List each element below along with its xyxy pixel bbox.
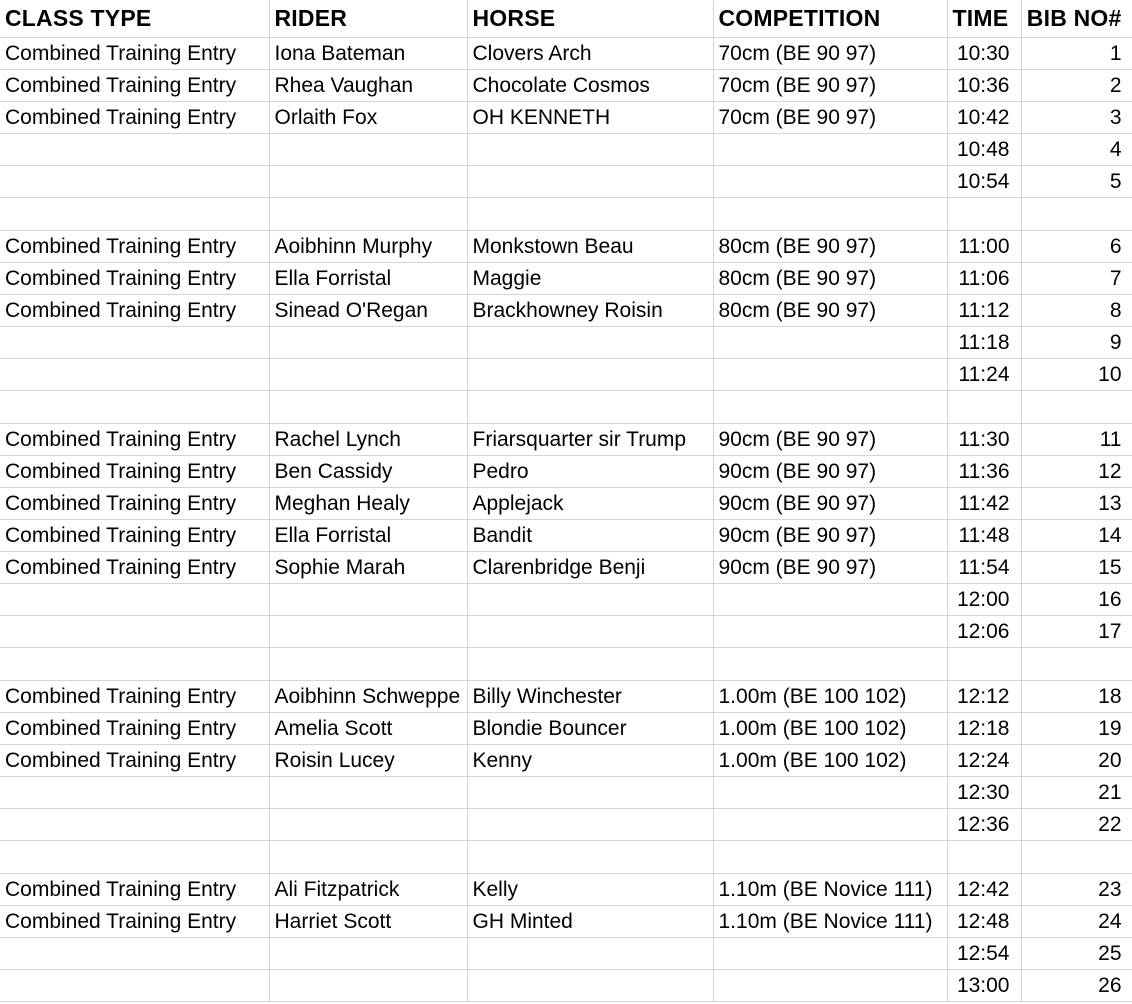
cell-horse[interactable]: Applejack	[467, 488, 713, 520]
table-row	[0, 391, 1132, 424]
cell-class-type[interactable]: Combined Training Entry	[0, 488, 269, 520]
header-competition[interactable]: COMPETITION	[713, 0, 947, 38]
table-row	[0, 809, 1132, 841]
cell-rider[interactable]	[269, 359, 467, 391]
cell-rider[interactable]: Aoibhinn Schweppe	[269, 681, 467, 713]
cell-competition[interactable]: 90cm (BE 90 97)	[713, 456, 947, 488]
cell-horse[interactable]	[467, 841, 713, 874]
cell-bib-number[interactable]: 7	[1021, 263, 1132, 295]
table-row	[0, 938, 1132, 970]
cell-rider[interactable]: Roisin Lucey	[269, 745, 467, 777]
cell-bib-number[interactable]: 10	[1021, 359, 1132, 391]
cell-bib-number[interactable]: 4	[1021, 134, 1132, 166]
cell-time[interactable]: 11:24	[947, 359, 1021, 391]
cell-horse[interactable]	[467, 616, 713, 648]
cell-rider[interactable]: Meghan Healy	[269, 488, 467, 520]
cell-bib-number[interactable]: 13	[1021, 488, 1132, 520]
cell-horse[interactable]	[467, 809, 713, 841]
header-class-type[interactable]: CLASS TYPE	[0, 0, 269, 38]
table-row	[0, 488, 1132, 520]
cell-time[interactable]: 12:42	[947, 874, 1021, 906]
cell-horse[interactable]: Clarenbridge Benji	[467, 552, 713, 584]
cell-bib-number[interactable]: 8	[1021, 295, 1132, 327]
cell-bib-number[interactable]: 17	[1021, 616, 1132, 648]
cell-class-type[interactable]	[0, 970, 269, 1002]
cell-time[interactable]: 11:48	[947, 520, 1021, 552]
cell-rider[interactable]: Sinead O'Regan	[269, 295, 467, 327]
cell-competition[interactable]: 1.00m (BE 100 102)	[713, 713, 947, 745]
cell-rider[interactable]: Ella Forristal	[269, 520, 467, 552]
cell-class-type[interactable]: Combined Training Entry	[0, 520, 269, 552]
cell-class-type[interactable]	[0, 648, 269, 681]
cell-bib-number[interactable]: 21	[1021, 777, 1132, 809]
cell-rider[interactable]: Orlaith Fox	[269, 102, 467, 134]
cell-time[interactable]: 12:18	[947, 713, 1021, 745]
cell-competition[interactable]	[713, 198, 947, 231]
cell-competition[interactable]: 1.10m (BE Novice 111)	[713, 874, 947, 906]
cell-competition[interactable]: 70cm (BE 90 97)	[713, 70, 947, 102]
table-row	[0, 424, 1132, 456]
cell-rider[interactable]: Rhea Vaughan	[269, 70, 467, 102]
cell-competition[interactable]: 80cm (BE 90 97)	[713, 295, 947, 327]
cell-horse[interactable]: Monkstown Beau	[467, 231, 713, 263]
cell-rider[interactable]: Sophie Marah	[269, 552, 467, 584]
cell-class-type[interactable]: Combined Training Entry	[0, 552, 269, 584]
table-row	[0, 841, 1132, 874]
table-row	[0, 616, 1132, 648]
cell-bib-number[interactable]: 14	[1021, 520, 1132, 552]
cell-rider[interactable]: Harriet Scott	[269, 906, 467, 938]
table-row	[0, 38, 1132, 70]
header-rider[interactable]: RIDER	[269, 0, 467, 38]
cell-class-type[interactable]: Combined Training Entry	[0, 745, 269, 777]
table-row	[0, 520, 1132, 552]
cell-time[interactable]: 12:12	[947, 681, 1021, 713]
cell-time[interactable]: 11:00	[947, 231, 1021, 263]
cell-competition[interactable]: 90cm (BE 90 97)	[713, 424, 947, 456]
cell-time[interactable]: 11:18	[947, 327, 1021, 359]
cell-horse[interactable]	[467, 970, 713, 1002]
cell-horse[interactable]: Bandit	[467, 520, 713, 552]
cell-rider[interactable]: Iona Bateman	[269, 38, 467, 70]
cell-rider[interactable]	[269, 841, 467, 874]
cell-time[interactable]: 11:30	[947, 424, 1021, 456]
cell-class-type[interactable]: Combined Training Entry	[0, 906, 269, 938]
cell-horse[interactable]	[467, 134, 713, 166]
cell-class-type[interactable]	[0, 777, 269, 809]
cell-time[interactable]: 10:42	[947, 102, 1021, 134]
table-row	[0, 874, 1132, 906]
table-row	[0, 295, 1132, 327]
cell-competition[interactable]	[713, 327, 947, 359]
table-row	[0, 681, 1132, 713]
cell-bib-number[interactable]: 3	[1021, 102, 1132, 134]
cell-time[interactable]	[947, 841, 1021, 874]
cell-class-type[interactable]: Combined Training Entry	[0, 424, 269, 456]
cell-rider[interactable]	[269, 391, 467, 424]
cell-rider[interactable]: Amelia Scott	[269, 713, 467, 745]
cell-rider[interactable]	[269, 777, 467, 809]
cell-class-type[interactable]: Combined Training Entry	[0, 681, 269, 713]
cell-time[interactable]: 12:36	[947, 809, 1021, 841]
cell-time[interactable]: 10:36	[947, 70, 1021, 102]
cell-bib-number[interactable]	[1021, 391, 1132, 424]
cell-class-type[interactable]	[0, 841, 269, 874]
cell-horse[interactable]: Kenny	[467, 745, 713, 777]
cell-time[interactable]: 12:00	[947, 584, 1021, 616]
cell-horse[interactable]: Chocolate Cosmos	[467, 70, 713, 102]
cell-time[interactable]: 12:30	[947, 777, 1021, 809]
header-row	[0, 0, 1132, 38]
cell-horse[interactable]	[467, 359, 713, 391]
cell-competition[interactable]: 80cm (BE 90 97)	[713, 263, 947, 295]
cell-class-type[interactable]: Combined Training Entry	[0, 295, 269, 327]
cell-bib-number[interactable]: 25	[1021, 938, 1132, 970]
cell-time[interactable]: 10:48	[947, 134, 1021, 166]
cell-class-type[interactable]: Combined Training Entry	[0, 713, 269, 745]
table-row	[0, 552, 1132, 584]
cell-time[interactable]	[947, 198, 1021, 231]
cell-rider[interactable]: Aoibhinn Murphy	[269, 231, 467, 263]
table-row	[0, 906, 1132, 938]
cell-time[interactable]: 10:54	[947, 166, 1021, 198]
table-row	[0, 359, 1132, 391]
cell-bib-number[interactable]: 16	[1021, 584, 1132, 616]
table-row	[0, 231, 1132, 263]
cell-bib-number[interactable]: 11	[1021, 424, 1132, 456]
table-body	[0, 38, 1132, 1002]
cell-bib-number[interactable]: 19	[1021, 713, 1132, 745]
cell-competition[interactable]	[713, 134, 947, 166]
cell-horse[interactable]: Friarsquarter sir Trump	[467, 424, 713, 456]
cell-horse[interactable]: Maggie	[467, 263, 713, 295]
cell-time[interactable]: 12:54	[947, 938, 1021, 970]
cell-competition[interactable]	[713, 616, 947, 648]
cell-bib-number[interactable]: 9	[1021, 327, 1132, 359]
cell-time[interactable]: 11:42	[947, 488, 1021, 520]
cell-horse[interactable]	[467, 584, 713, 616]
cell-time[interactable]: 11:54	[947, 552, 1021, 584]
cell-competition[interactable]	[713, 841, 947, 874]
cell-bib-number[interactable]	[1021, 648, 1132, 681]
cell-time[interactable]	[947, 648, 1021, 681]
cell-horse[interactable]	[467, 648, 713, 681]
cell-horse[interactable]: Blondie Bouncer	[467, 713, 713, 745]
table-row	[0, 70, 1132, 102]
cell-bib-number[interactable]: 2	[1021, 70, 1132, 102]
cell-class-type[interactable]: Combined Training Entry	[0, 38, 269, 70]
cell-competition[interactable]	[713, 359, 947, 391]
cell-horse[interactable]	[467, 327, 713, 359]
table-row	[0, 777, 1132, 809]
cell-class-type[interactable]	[0, 359, 269, 391]
cell-bib-number[interactable]: 20	[1021, 745, 1132, 777]
cell-rider[interactable]	[269, 134, 467, 166]
cell-competition[interactable]: 80cm (BE 90 97)	[713, 231, 947, 263]
cell-class-type[interactable]	[0, 809, 269, 841]
cell-time[interactable]: 11:12	[947, 295, 1021, 327]
cell-bib-number[interactable]: 5	[1021, 166, 1132, 198]
cell-class-type[interactable]: Combined Training Entry	[0, 874, 269, 906]
cell-horse[interactable]: Billy Winchester	[467, 681, 713, 713]
cell-competition[interactable]	[713, 809, 947, 841]
cell-competition[interactable]	[713, 391, 947, 424]
cell-class-type[interactable]	[0, 166, 269, 198]
cell-horse[interactable]	[467, 938, 713, 970]
table-row	[0, 648, 1132, 681]
cell-class-type[interactable]	[0, 198, 269, 231]
cell-time[interactable]: 11:36	[947, 456, 1021, 488]
cell-competition[interactable]	[713, 777, 947, 809]
cell-competition[interactable]: 90cm (BE 90 97)	[713, 520, 947, 552]
cell-class-type[interactable]: Combined Training Entry	[0, 102, 269, 134]
cell-time[interactable]: 10:30	[947, 38, 1021, 70]
cell-horse[interactable]: GH Minted	[467, 906, 713, 938]
cell-competition[interactable]: 90cm (BE 90 97)	[713, 552, 947, 584]
cell-rider[interactable]	[269, 166, 467, 198]
cell-competition[interactable]: 70cm (BE 90 97)	[713, 38, 947, 70]
cell-bib-number[interactable]: 15	[1021, 552, 1132, 584]
cell-rider[interactable]: Ali Fitzpatrick	[269, 874, 467, 906]
table-row	[0, 745, 1132, 777]
cell-class-type[interactable]	[0, 938, 269, 970]
cell-competition[interactable]	[713, 938, 947, 970]
cell-rider[interactable]: Rachel Lynch	[269, 424, 467, 456]
cell-class-type[interactable]: Combined Training Entry	[0, 231, 269, 263]
table-row	[0, 134, 1132, 166]
cell-time[interactable]	[947, 391, 1021, 424]
cell-class-type[interactable]: Combined Training Entry	[0, 263, 269, 295]
cell-rider[interactable]	[269, 584, 467, 616]
cell-competition[interactable]: 1.10m (BE Novice 111)	[713, 906, 947, 938]
cell-horse[interactable]	[467, 777, 713, 809]
cell-bib-number[interactable]: 26	[1021, 970, 1132, 1002]
table-row	[0, 970, 1132, 1002]
cell-class-type[interactable]	[0, 616, 269, 648]
cell-horse[interactable]: Kelly	[467, 874, 713, 906]
cell-rider[interactable]	[269, 616, 467, 648]
cell-class-type[interactable]: Combined Training Entry	[0, 70, 269, 102]
cell-bib-number[interactable]: 12	[1021, 456, 1132, 488]
cell-rider[interactable]	[269, 938, 467, 970]
cell-horse[interactable]	[467, 166, 713, 198]
table-row	[0, 327, 1132, 359]
table-row	[0, 263, 1132, 295]
cell-bib-number[interactable]: 1	[1021, 38, 1132, 70]
cell-time[interactable]: 12:48	[947, 906, 1021, 938]
cell-horse[interactable]: Brackhowney Roisin	[467, 295, 713, 327]
cell-horse[interactable]: Pedro	[467, 456, 713, 488]
table-row	[0, 102, 1132, 134]
header-horse[interactable]: HORSE	[467, 0, 713, 38]
cell-time[interactable]: 13:00	[947, 970, 1021, 1002]
table-row	[0, 166, 1132, 198]
cell-rider[interactable]	[269, 970, 467, 1002]
cell-bib-number[interactable]: 23	[1021, 874, 1132, 906]
cell-rider[interactable]	[269, 809, 467, 841]
cell-horse[interactable]: OH KENNETH	[467, 102, 713, 134]
cell-rider[interactable]	[269, 648, 467, 681]
cell-competition[interactable]: 70cm (BE 90 97)	[713, 102, 947, 134]
cell-time[interactable]: 11:06	[947, 263, 1021, 295]
cell-competition[interactable]	[713, 166, 947, 198]
table-row	[0, 713, 1132, 745]
cell-competition[interactable]	[713, 970, 947, 1002]
table-row	[0, 198, 1132, 231]
cell-time[interactable]: 12:24	[947, 745, 1021, 777]
header-time[interactable]: TIME	[947, 0, 1021, 38]
cell-bib-number[interactable]	[1021, 841, 1132, 874]
cell-class-type[interactable]	[0, 584, 269, 616]
cell-bib-number[interactable]: 24	[1021, 906, 1132, 938]
cell-rider[interactable]	[269, 198, 467, 231]
cell-horse[interactable]	[467, 198, 713, 231]
cell-competition[interactable]	[713, 584, 947, 616]
cell-bib-number[interactable]: 6	[1021, 231, 1132, 263]
cell-bib-number[interactable]: 18	[1021, 681, 1132, 713]
cell-rider[interactable]: Ben Cassidy	[269, 456, 467, 488]
cell-rider[interactable]: Ella Forristal	[269, 263, 467, 295]
cell-competition[interactable]: 1.00m (BE 100 102)	[713, 681, 947, 713]
cell-rider[interactable]	[269, 327, 467, 359]
cell-horse[interactable]: Clovers Arch	[467, 38, 713, 70]
cell-class-type[interactable]	[0, 327, 269, 359]
cell-bib-number[interactable]	[1021, 198, 1132, 231]
cell-class-type[interactable]	[0, 134, 269, 166]
table-row	[0, 456, 1132, 488]
cell-horse[interactable]	[467, 391, 713, 424]
cell-competition[interactable]: 90cm (BE 90 97)	[713, 488, 947, 520]
cell-time[interactable]: 12:06	[947, 616, 1021, 648]
table-row	[0, 584, 1132, 616]
cell-bib-number[interactable]: 22	[1021, 809, 1132, 841]
cell-class-type[interactable]: Combined Training Entry	[0, 456, 269, 488]
cell-competition[interactable]: 1.00m (BE 100 102)	[713, 745, 947, 777]
cell-competition[interactable]	[713, 648, 947, 681]
cell-class-type[interactable]	[0, 391, 269, 424]
header-bib-number[interactable]: BIB NO#	[1021, 0, 1132, 38]
